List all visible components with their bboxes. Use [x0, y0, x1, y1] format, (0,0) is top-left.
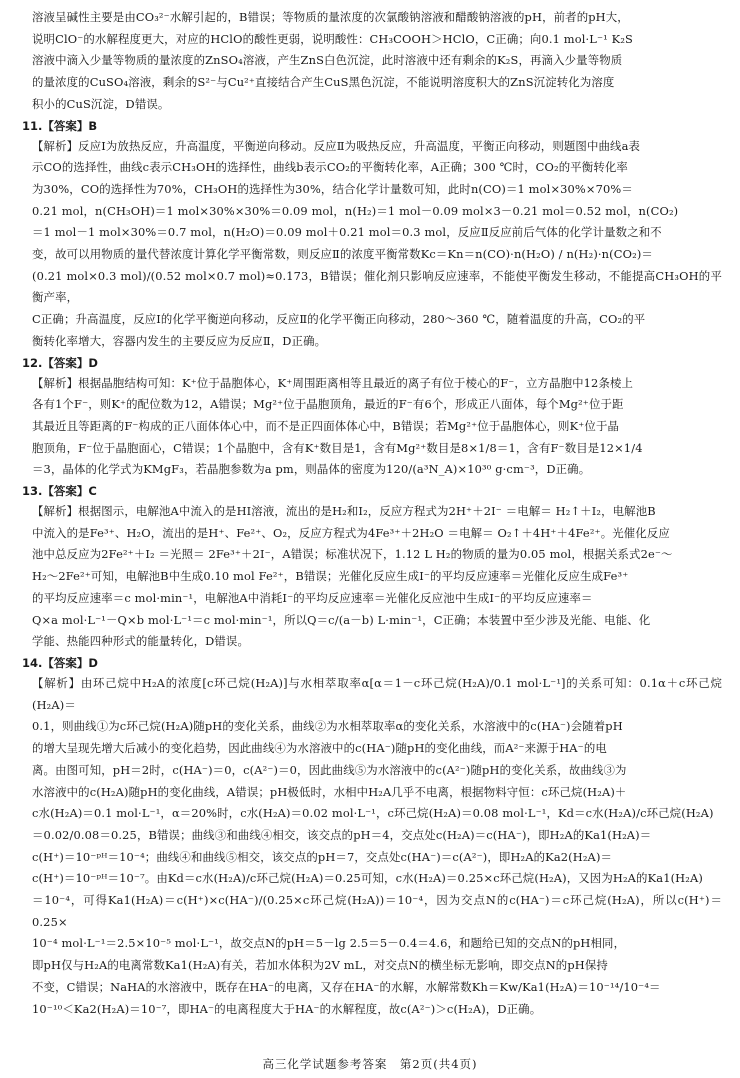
text-line: 水溶液中的c(H₂A)随pH的变化曲线，A错误；pH极低时，水相中H₂A几乎不电离，根据物料守恒：c环己烷(H₂A)＋ — [32, 784, 627, 799]
text-line: 【解析】根据晶胞结构可知：K⁺位于晶胞体心，K⁺周围距离相等且最近的离子有位于棱心的F⁻，立方晶胞中12条棱上 — [32, 375, 634, 390]
text-line: ＝1 mol－1 mol×30%＝0.7 mol，n(H₂O)＝0.09 mol＋0.21 mol＝0.3 mol，反应Ⅱ反应前后气体的化学计量数之和不 — [32, 225, 662, 240]
text-line: 示CO的选择性，曲线c表示CH₃OH的选择性，曲线b表示CO₂的平衡转化率，A正确；300 ℃时，CO₂的平衡转化率 — [32, 160, 628, 175]
text-line: 溶液中滴入少量等物质的量浓度的ZnSO₄溶液，产生ZnS白色沉淀，此时溶液中还有剩余的K₂S，再滴入少量等物质 — [32, 53, 623, 68]
text-line: C正确；升高温度，反应Ⅰ的化学平衡逆向移动，反应Ⅱ的化学平衡正向移动，280～360 ℃，随着温度的升高，CO₂的平 — [32, 312, 646, 327]
page-footer: 高三化学试题参考答案 第2页(共4页) — [262, 1057, 478, 1071]
text-line: 的平均反应速率＝c mol·min⁻¹，电解池A中消耗I⁻的平均反应速率＝光催化反应池中生成I⁻的平均反应速率＝ — [32, 590, 593, 605]
text-line: 【解析】由环己烷中H₂A的浓度[c环己烷(H₂A)]与水相萃取率α[α＝1－c环己烷(H₂A)/0.1 mol·L⁻¹]的关系可知：0.1α＋c环己烷(H₂A)＝ — [32, 675, 722, 712]
text-line: ＝3，晶体的化学式为KMgF₃，若晶胞参数为a pm，则晶体的密度为120/(a³N_A)×10³⁰ g·cm⁻³，D正确。 — [32, 462, 591, 477]
text-line: 即pH仅与H₂A的电离常数Ka1(H₂A)有关，若加水体积为2V mL，对交点N的横坐标无影响，即交点N的pH保持 — [32, 958, 608, 973]
text-line: c(H⁺)＝10⁻ᵖᴴ＝10⁻⁴；曲线④和曲线⑤相交，该交点的pH＝7，交点处c(HA⁻)＝c(A²⁻)，即H₂A的Ka2(H₂A)＝ — [32, 849, 613, 864]
text-line: 0.21 mol，n(CH₃OH)＝1 mol×30%×30%＝0.09 mol，n(H₂)＝1 mol－0.09 mol×3－0.21 mol＝0.52 mol，n(CO₂) — [32, 203, 679, 218]
text-line: 说明ClO⁻的水解程度更大，对应的HClO的酸性更弱，说明酸性：CH₃COOH＞HClO，C正确；向0.1 mol·L⁻¹ K₂S — [32, 31, 633, 46]
text-line: 离。由图可知，pH＝2时，c(HA⁻)＝0，c(A²⁻)＝0，因此曲线⑤为水溶液中的c(A²⁻)随pH的变化关系，故曲线③为 — [32, 762, 627, 777]
question-answer-heading: 14.【答案】D — [22, 655, 98, 670]
text-line: 变，故可以用物质的量代替浓度计算化学平衡常数，则反应Ⅱ的浓度平衡常数Kc＝Kn＝n(CO)·n(H₂O) / n(H₂)·n(CO₂)＝ — [32, 247, 653, 262]
question-answer-heading: 13.【答案】C — [22, 484, 97, 499]
text-line: 【解析】根据图示，电解池A中流入的是HI溶液，流出的是H₂和I₂，反应方程式为2H⁺＋2I⁻ ＝电解＝ H₂↑＋I₂，电解池B — [32, 504, 656, 519]
question-answer-heading: 11.【答案】B — [22, 118, 98, 133]
text-line: 0.1，则曲线①为c环己烷(H₂A)随pH的变化关系，曲线②为水相萃取率α的变化关系，水溶液中的c(HA⁻)会随着pH — [32, 719, 623, 734]
text-line: 各有1个F⁻，则K⁺的配位数为12，A错误；Mg²⁺位于晶胞顶角，最近的F⁻有6个，形成正八面体，每个Mg²⁺位于距 — [32, 397, 624, 412]
text-line: 溶液呈碱性主要是由CO₃²⁻水解引起的，B错误；等物质的量浓度的次氯酸钠溶液和醋酸钠溶液的pH，前者的pH大， — [32, 10, 629, 24]
text-line: 衡转化率增大，容器内发生的主要反应为反应Ⅱ，D正确。 — [32, 333, 327, 348]
text-line: H₂～2Fe²⁺可知，电解池B中生成0.10 mol Fe²⁺，B错误；光催化反应生成I⁻的平均反应速率＝光催化反应生成Fe³⁺ — [32, 569, 629, 584]
question-answer-heading: 12.【答案】D — [22, 355, 98, 370]
text-line: 为30%，CO的选择性为70%，CH₃OH的选择性为30%，结合化学计量数可知，此时n(CO)＝1 mol×30%×70%＝ — [32, 181, 633, 196]
text-line: 中流入的是Fe³⁺、H₂O，流出的是H⁺、Fe²⁺、O₂，反应方程式为4Fe³⁺＋2H₂O ＝电解＝ O₂↑＋4H⁺＋4Fe²⁺。光催化反应 — [32, 525, 670, 540]
text-line: 学能、热能四种形式的能量转化，D错误。 — [32, 634, 250, 649]
text-line: Q×a mol·L⁻¹－Q×b mol·L⁻¹＝c mol·min⁻¹，所以Q＝c/(a－b) L·min⁻¹，C正确；本装置中至少涉及光能、电能、化 — [32, 612, 651, 627]
text-line: 10⁻⁴ mol·L⁻¹＝2.5×10⁻⁵ mol·L⁻¹，故交点N的pH＝5－lg 2.5＝5－0.4＝4.6，和题给已知的交点N的pH相同， — [32, 936, 626, 951]
text-line: (0.21 mol×0.3 mol)/(0.52 mol×0.7 mol)≈0.173，B错误；催化剂只影响反应速率，不能使平衡发生移动，不能提高CH₃OH的平衡产率， — [32, 268, 722, 305]
text-line: c(H⁺)＝10⁻ᵖᴴ＝10⁻⁷。由Kd＝c水(H₂A)/c环己烷(H₂A)＝0.25可知，c水(H₂A)＝0.25×c环己烷(H₂A)，又因为H₂A的Ka1(H₂A) — [32, 871, 703, 886]
text-line: 【解析】反应Ⅰ为放热反应，升高温度，平衡逆向移动。反应Ⅱ为吸热反应，升高温度，平衡正向移动，则题图中曲线a表 — [32, 138, 641, 153]
text-line: 的增大呈现先增大后减小的变化趋势，因此曲线④为水溶液中的c(HA⁻)随pH的变化曲线，而A²⁻来源于HA⁻的电 — [32, 741, 607, 756]
text-line: 积小的CuS沉淀，D错误。 — [32, 96, 170, 111]
text-line: 其最近且等距离的F⁻构成的正八面体体心中，而不是正四面体体心中，B错误；若Mg²⁺位于晶胞体心，则K⁺位于晶 — [32, 418, 620, 433]
text-line: 10⁻¹⁰＜Ka2(H₂A)＝10⁻⁷，即HA⁻的电离程度大于HA⁻的水解程度，故c(A²⁻)＞c(H₂A)，D正确。 — [32, 1001, 542, 1016]
text-line: 胞顶角，F⁻位于晶胞面心，C错误；1个晶胞中，含有K⁺数目是1，含有Mg²⁺数目是8×1/8＝1，含有F⁻数目是12×1/4 — [32, 440, 643, 455]
text-line: ＝10⁻⁴，可得Ka1(H₂A)＝c(H⁺)×c(HA⁻)/(0.25×c环己烷(H₂A))＝10⁻⁴，因为交点N的c(HA⁻)＝c环己烷(H₂A)，所以c(H⁺)＝0.25× — [32, 893, 722, 929]
text-line: 的量浓度的CuSO₄溶液，剩余的S²⁻与Cu²⁺直接结合产生CuS黑色沉淀，不能说明溶度积大的ZnS沉淀转化为溶度 — [32, 75, 615, 90]
text-line: ＝0.02/0.08＝0.25，B错误；曲线③和曲线④相交，该交点的pH＝4，交点处c(H₂A)＝c(HA⁻)，即H₂A的Ka1(H₂A)＝ — [32, 827, 652, 842]
text-line: 不变，C错误；NaHA的水溶液中，既存在HA⁻的电离，又存在HA⁻的水解，水解常数Kh＝Kw/Ka1(H₂A)＝10⁻¹⁴/10⁻⁴＝ — [32, 979, 661, 994]
text-line: c水(H₂A)＝0.1 mol·L⁻¹，α＝20%时，c水(H₂A)＝0.02 mol·L⁻¹，c环己烷(H₂A)＝0.08 mol·L⁻¹，Kd＝c水(H₂A)/c环己烷(H₂A) — [32, 806, 714, 821]
document-body — [22, 7, 722, 1020]
text-line: 池中总反应为2Fe²⁺＋I₂ ＝光照＝ 2Fe³⁺＋2I⁻，A错误；标准状况下，1.12 L H₂的物质的量为0.05 mol，根据关系式2e⁻～ — [32, 547, 673, 562]
